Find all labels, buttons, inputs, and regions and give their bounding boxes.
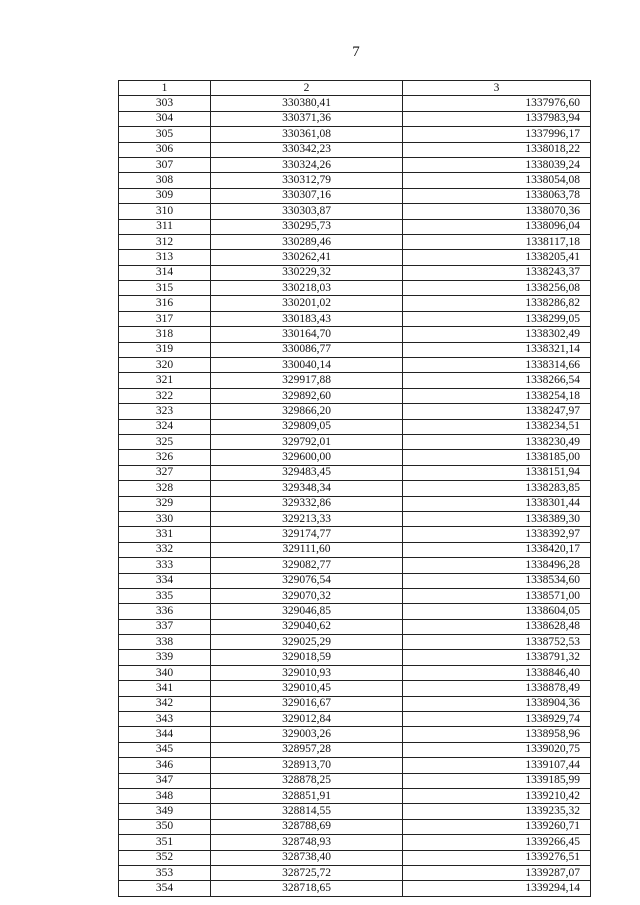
table-row	[119, 342, 591, 357]
table-row	[119, 773, 591, 788]
y-coordinate-cell: 1338243,37	[403, 265, 591, 280]
point-number-cell: 341	[119, 681, 211, 696]
x-coordinate-cell: 330361,08	[211, 127, 403, 142]
table-row	[119, 573, 591, 588]
y-coordinate-cell: 1339185,99	[403, 773, 591, 788]
table-row	[119, 619, 591, 634]
y-coordinate-cell: 1338958,96	[403, 727, 591, 742]
x-coordinate-cell: 330040,14	[211, 358, 403, 373]
y-coordinate-cell: 1339020,75	[403, 742, 591, 757]
table-row	[119, 281, 591, 296]
y-coordinate-cell: 1338420,17	[403, 542, 591, 557]
x-coordinate-cell: 329792,01	[211, 434, 403, 449]
y-coordinate-cell: 1338018,22	[403, 142, 591, 157]
table-row	[119, 727, 591, 742]
point-number-cell: 354	[119, 881, 211, 896]
x-coordinate-cell: 329174,77	[211, 527, 403, 542]
column-header-2: 2	[211, 81, 403, 96]
y-coordinate-cell: 1338283,85	[403, 481, 591, 496]
table-row	[119, 558, 591, 573]
y-coordinate-cell: 1338234,51	[403, 419, 591, 434]
x-coordinate-cell: 330324,26	[211, 157, 403, 172]
table-row	[119, 434, 591, 449]
x-coordinate-cell: 330289,46	[211, 234, 403, 249]
point-number-cell: 327	[119, 465, 211, 480]
table-row	[119, 788, 591, 803]
point-number-cell: 343	[119, 712, 211, 727]
table-row	[119, 157, 591, 172]
point-number-cell: 345	[119, 742, 211, 757]
x-coordinate-cell: 329917,88	[211, 373, 403, 388]
table-row	[119, 681, 591, 696]
point-number-cell: 320	[119, 358, 211, 373]
page-number: 7	[352, 44, 360, 60]
table-row	[119, 188, 591, 203]
column-header-1: 1	[119, 81, 211, 96]
point-number-cell: 303	[119, 96, 211, 111]
point-number-cell: 337	[119, 619, 211, 634]
y-coordinate-cell: 1338321,14	[403, 342, 591, 357]
x-coordinate-cell: 330295,73	[211, 219, 403, 234]
table-row	[119, 819, 591, 834]
y-coordinate-cell: 1337996,17	[403, 127, 591, 142]
y-coordinate-cell: 1338604,05	[403, 604, 591, 619]
y-coordinate-cell: 1338054,08	[403, 173, 591, 188]
point-number-cell: 346	[119, 758, 211, 773]
x-coordinate-cell: 328814,55	[211, 804, 403, 819]
point-number-cell: 338	[119, 635, 211, 650]
point-number-cell: 304	[119, 111, 211, 126]
y-coordinate-cell: 1337983,94	[403, 111, 591, 126]
table-row	[119, 881, 591, 896]
point-number-cell: 318	[119, 327, 211, 342]
point-number-cell: 306	[119, 142, 211, 157]
y-coordinate-cell: 1338299,05	[403, 311, 591, 326]
y-coordinate-cell: 1338904,36	[403, 696, 591, 711]
y-coordinate-cell: 1338791,32	[403, 650, 591, 665]
y-coordinate-cell: 1338039,24	[403, 157, 591, 172]
x-coordinate-cell: 329016,67	[211, 696, 403, 711]
table-row	[119, 527, 591, 542]
y-coordinate-cell: 1338929,74	[403, 712, 591, 727]
point-number-cell: 333	[119, 558, 211, 573]
x-coordinate-cell: 329046,85	[211, 604, 403, 619]
table-row	[119, 173, 591, 188]
table-row	[119, 665, 591, 680]
y-coordinate-cell: 1338063,78	[403, 188, 591, 203]
table-row	[119, 865, 591, 880]
table-header-row	[119, 81, 591, 96]
x-coordinate-cell: 328851,91	[211, 788, 403, 803]
point-number-cell: 336	[119, 604, 211, 619]
point-number-cell: 351	[119, 835, 211, 850]
point-number-cell: 311	[119, 219, 211, 234]
column-header-3: 3	[403, 81, 591, 96]
y-coordinate-cell: 1338254,18	[403, 388, 591, 403]
y-coordinate-cell: 1338752,53	[403, 635, 591, 650]
x-coordinate-cell: 329012,84	[211, 712, 403, 727]
table-row	[119, 296, 591, 311]
x-coordinate-cell: 329010,45	[211, 681, 403, 696]
y-coordinate-cell: 1338878,49	[403, 681, 591, 696]
table-row	[119, 250, 591, 265]
x-coordinate-cell: 330380,41	[211, 96, 403, 111]
y-coordinate-cell: 1338571,00	[403, 588, 591, 603]
point-number-cell: 314	[119, 265, 211, 280]
x-coordinate-cell: 328718,65	[211, 881, 403, 896]
x-coordinate-cell: 329213,33	[211, 511, 403, 526]
x-coordinate-cell: 330262,41	[211, 250, 403, 265]
y-coordinate-cell: 1339276,51	[403, 850, 591, 865]
point-number-cell: 329	[119, 496, 211, 511]
point-number-cell: 335	[119, 588, 211, 603]
x-coordinate-cell: 330086,77	[211, 342, 403, 357]
x-coordinate-cell: 329070,32	[211, 588, 403, 603]
y-coordinate-cell: 1338096,04	[403, 219, 591, 234]
coordinates-table	[118, 80, 591, 897]
point-number-cell: 315	[119, 281, 211, 296]
table-row	[119, 142, 591, 157]
x-coordinate-cell: 330307,16	[211, 188, 403, 203]
table-row	[119, 835, 591, 850]
point-number-cell: 330	[119, 511, 211, 526]
point-number-cell: 339	[119, 650, 211, 665]
point-number-cell: 325	[119, 434, 211, 449]
y-coordinate-cell: 1339107,44	[403, 758, 591, 773]
point-number-cell: 334	[119, 573, 211, 588]
point-number-cell: 319	[119, 342, 211, 357]
x-coordinate-cell: 329483,45	[211, 465, 403, 480]
y-coordinate-cell: 1338628,48	[403, 619, 591, 634]
y-coordinate-cell: 1338301,44	[403, 496, 591, 511]
y-coordinate-cell: 1338256,08	[403, 281, 591, 296]
x-coordinate-cell: 329600,00	[211, 450, 403, 465]
table-row	[119, 496, 591, 511]
x-coordinate-cell: 328725,72	[211, 865, 403, 880]
x-coordinate-cell: 330201,02	[211, 296, 403, 311]
table-row	[119, 358, 591, 373]
table-row	[119, 542, 591, 557]
table-row	[119, 311, 591, 326]
x-coordinate-cell: 329018,59	[211, 650, 403, 665]
y-coordinate-cell: 1339260,71	[403, 819, 591, 834]
table-row	[119, 419, 591, 434]
table-row	[119, 758, 591, 773]
point-number-cell: 321	[119, 373, 211, 388]
x-coordinate-cell: 330312,79	[211, 173, 403, 188]
point-number-cell: 332	[119, 542, 211, 557]
x-coordinate-cell: 328957,28	[211, 742, 403, 757]
y-coordinate-cell: 1339287,07	[403, 865, 591, 880]
table-row	[119, 850, 591, 865]
table-row	[119, 696, 591, 711]
x-coordinate-cell: 330164,70	[211, 327, 403, 342]
y-coordinate-cell: 1338496,28	[403, 558, 591, 573]
table-row	[119, 111, 591, 126]
table-row	[119, 635, 591, 650]
y-coordinate-cell: 1338286,82	[403, 296, 591, 311]
x-coordinate-cell: 330371,36	[211, 111, 403, 126]
x-coordinate-cell: 329111,60	[211, 542, 403, 557]
x-coordinate-cell: 330303,87	[211, 204, 403, 219]
y-coordinate-cell: 1338534,60	[403, 573, 591, 588]
x-coordinate-cell: 329332,86	[211, 496, 403, 511]
x-coordinate-cell: 329892,60	[211, 388, 403, 403]
x-coordinate-cell: 330342,23	[211, 142, 403, 157]
point-number-cell: 305	[119, 127, 211, 142]
point-number-cell: 328	[119, 481, 211, 496]
table-row	[119, 234, 591, 249]
table-row	[119, 588, 591, 603]
x-coordinate-cell: 328788,69	[211, 819, 403, 834]
table-row	[119, 404, 591, 419]
table-row	[119, 650, 591, 665]
y-coordinate-cell: 1339294,14	[403, 881, 591, 896]
point-number-cell: 340	[119, 665, 211, 680]
y-coordinate-cell: 1339235,32	[403, 804, 591, 819]
y-coordinate-cell: 1338117,18	[403, 234, 591, 249]
x-coordinate-cell: 329348,34	[211, 481, 403, 496]
x-coordinate-cell: 328738,40	[211, 850, 403, 865]
y-coordinate-cell: 1338392,97	[403, 527, 591, 542]
table-row	[119, 742, 591, 757]
x-coordinate-cell: 329025,29	[211, 635, 403, 650]
point-number-cell: 313	[119, 250, 211, 265]
point-number-cell: 308	[119, 173, 211, 188]
y-coordinate-cell: 1338266,54	[403, 373, 591, 388]
y-coordinate-cell: 1338230,49	[403, 434, 591, 449]
point-number-cell: 324	[119, 419, 211, 434]
point-number-cell: 353	[119, 865, 211, 880]
x-coordinate-cell: 330218,03	[211, 281, 403, 296]
x-coordinate-cell: 329040,62	[211, 619, 403, 634]
y-coordinate-cell: 1339210,42	[403, 788, 591, 803]
x-coordinate-cell: 328878,25	[211, 773, 403, 788]
point-number-cell: 307	[119, 157, 211, 172]
table-row	[119, 219, 591, 234]
y-coordinate-cell: 1339266,45	[403, 835, 591, 850]
x-coordinate-cell: 328913,70	[211, 758, 403, 773]
point-number-cell: 352	[119, 850, 211, 865]
x-coordinate-cell: 329010,93	[211, 665, 403, 680]
y-coordinate-cell: 1338070,36	[403, 204, 591, 219]
point-number-cell: 349	[119, 804, 211, 819]
point-number-cell: 317	[119, 311, 211, 326]
point-number-cell: 348	[119, 788, 211, 803]
table-row	[119, 804, 591, 819]
x-coordinate-cell: 329076,54	[211, 573, 403, 588]
point-number-cell: 312	[119, 234, 211, 249]
point-number-cell: 342	[119, 696, 211, 711]
point-number-cell: 326	[119, 450, 211, 465]
point-number-cell: 310	[119, 204, 211, 219]
table-row	[119, 465, 591, 480]
point-number-cell: 331	[119, 527, 211, 542]
x-coordinate-cell: 329866,20	[211, 404, 403, 419]
x-coordinate-cell: 329003,26	[211, 727, 403, 742]
x-coordinate-cell: 330229,32	[211, 265, 403, 280]
point-number-cell: 323	[119, 404, 211, 419]
table-row	[119, 204, 591, 219]
point-number-cell: 322	[119, 388, 211, 403]
table-row	[119, 327, 591, 342]
table-row	[119, 265, 591, 280]
x-coordinate-cell: 329809,05	[211, 419, 403, 434]
x-coordinate-cell: 329082,77	[211, 558, 403, 573]
table-row	[119, 481, 591, 496]
y-coordinate-cell: 1338302,49	[403, 327, 591, 342]
y-coordinate-cell: 1338151,94	[403, 465, 591, 480]
table-row	[119, 388, 591, 403]
y-coordinate-cell: 1338205,41	[403, 250, 591, 265]
y-coordinate-cell: 1338846,40	[403, 665, 591, 680]
table-row	[119, 604, 591, 619]
table-row	[119, 511, 591, 526]
table-row	[119, 712, 591, 727]
x-coordinate-cell: 330183,43	[211, 311, 403, 326]
point-number-cell: 344	[119, 727, 211, 742]
point-number-cell: 309	[119, 188, 211, 203]
y-coordinate-cell: 1338185,00	[403, 450, 591, 465]
point-number-cell: 347	[119, 773, 211, 788]
table-row	[119, 450, 591, 465]
y-coordinate-cell: 1338389,30	[403, 511, 591, 526]
table-row	[119, 127, 591, 142]
y-coordinate-cell: 1338247,97	[403, 404, 591, 419]
y-coordinate-cell: 1338314,66	[403, 358, 591, 373]
point-number-cell: 316	[119, 296, 211, 311]
y-coordinate-cell: 1337976,60	[403, 96, 591, 111]
table-row	[119, 96, 591, 111]
table-row	[119, 373, 591, 388]
point-number-cell: 350	[119, 819, 211, 834]
x-coordinate-cell: 328748,93	[211, 835, 403, 850]
